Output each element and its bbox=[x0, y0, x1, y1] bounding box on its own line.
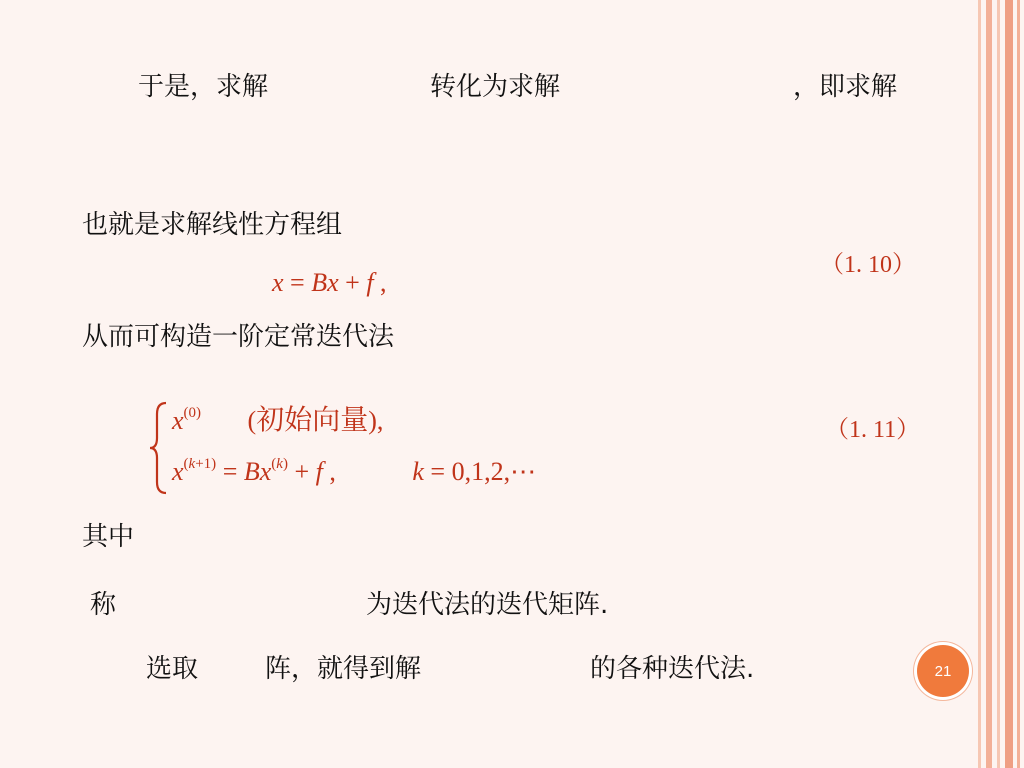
line6-text-b: 阵，就得到解 bbox=[265, 654, 422, 684]
frame-stripe bbox=[978, 0, 981, 768]
frame-stripe bbox=[997, 0, 1000, 768]
line3-text: 从而可构造一阶定常迭代法 bbox=[82, 322, 395, 352]
line2-text: 也就是求解线性方程组 bbox=[82, 210, 343, 240]
equation-1-11-row2: $x^{(k+1)} = Bx^{(k)} + f$ , k = 0,1,2,⋯ bbox=[172, 456, 537, 486]
frame-stripe bbox=[986, 0, 992, 768]
line1-text-c: ，即求解 bbox=[793, 72, 898, 102]
k-values: 0,1,2, bbox=[451, 457, 511, 486]
frame-stripe bbox=[1017, 0, 1020, 768]
line6-text-a: 选取 bbox=[146, 654, 199, 684]
page-number-badge: 21 bbox=[917, 645, 969, 697]
line5-text-b: 为迭代法的迭代矩阵. bbox=[366, 590, 609, 620]
equation-number-1-10: （1. 10） bbox=[820, 252, 916, 278]
equation-1-10: x = Bx + f , bbox=[272, 268, 387, 297]
frame-stripe bbox=[1005, 0, 1013, 768]
line6-text-c: 的各种迭代法. bbox=[590, 654, 755, 684]
equation-1-11-row1: $x^{(0)}$ (初始向量), bbox=[172, 403, 384, 436]
initial-vector-label: 初始向量 bbox=[256, 403, 369, 436]
left-brace bbox=[146, 400, 172, 496]
line5-text-a: 称 bbox=[90, 590, 117, 620]
equation-number-1-11: （1. 11） bbox=[825, 417, 921, 443]
line4-text: 其中 bbox=[82, 522, 135, 552]
line1-text-b: 转化为求解 bbox=[430, 72, 561, 102]
line1-text-a: 于是，求解 bbox=[138, 72, 269, 102]
